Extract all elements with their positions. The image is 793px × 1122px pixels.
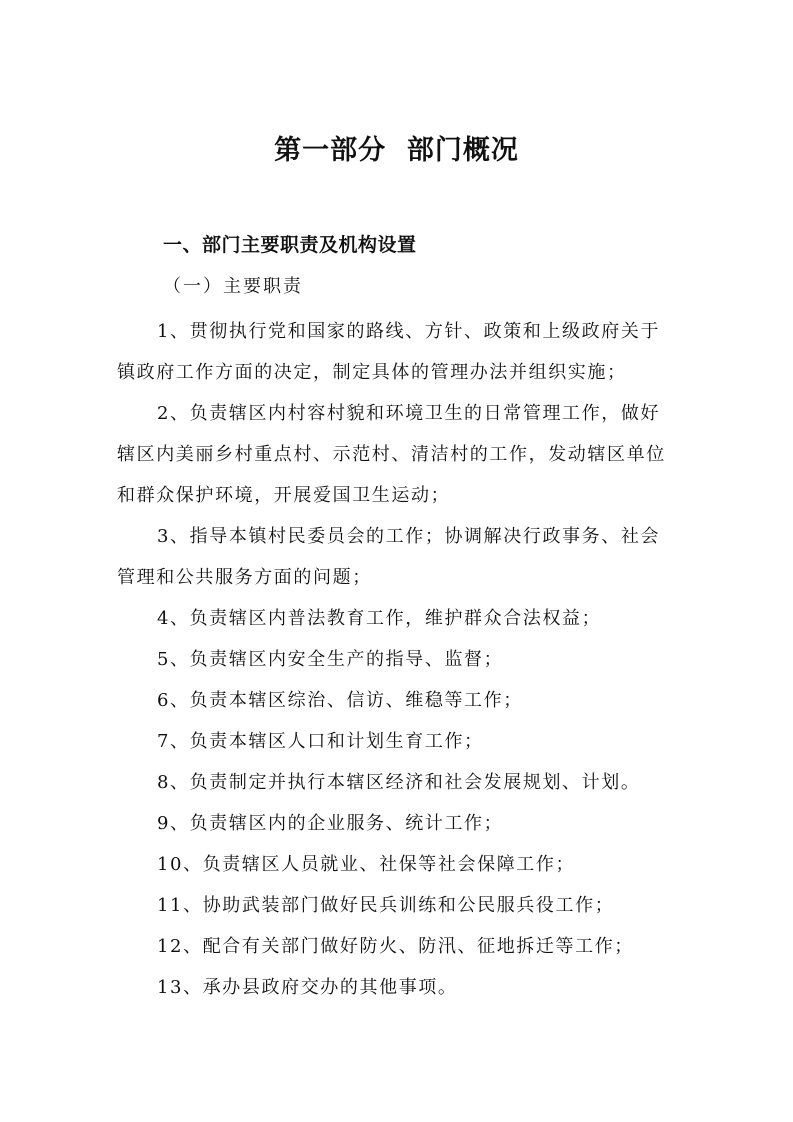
duty-item-7: 7、负责本辖区人口和计划生育工作； [157,731,484,752]
page-title: 第一部分 部门概况 [274,135,519,167]
duty-item-3: 3、指导本镇村民委员会的工作；协调解决行政事务、社会管理和公共服务方面的问题； [117,526,661,588]
duty-item-5: 5、负责辖区内安全生产的指导、监督； [157,649,504,670]
duty-item-1: 1、贯彻执行党和国家的路线、方针、政策和上级政府关于镇政府工作方面的决定，制定具体的管理办法并组织实施； [117,321,661,383]
duty-item-10: 10、负责辖区人员就业、社保等社会保障工作； [157,854,576,875]
duty-item-9: 9、负责辖区内的企业服务、统计工作； [157,813,504,834]
subsection-heading: （一）主要职责 [163,276,303,297]
duty-item-4: 4、负责辖区内普法教育工作，维护群众合法权益； [157,608,602,629]
duty-item-12: 12、配合有关部门做好防火、防汛、征地拆迁等工作； [157,936,634,957]
section-heading: 一、部门主要职责及机构设置 [163,234,417,256]
duty-item-11: 11、协助武装部门做好民兵训练和公民服兵役工作； [157,895,615,916]
duty-item-13: 13、承办县政府交办的其他事项。 [157,977,458,998]
duty-item-8: 8、负责制定并执行本辖区经济和社会发展规划、计划。 [157,772,641,793]
duty-item-6: 6、负责本辖区综治、信访、维稳等工作； [157,690,523,711]
duty-list [117,311,673,1008]
duty-item-2: 2、负责辖区内村容村貌和环境卫生的日常管理工作，做好辖区内美丽乡村重点村、示范村、清洁村的工作，发动辖区单位和群众保护环境，开展爱国卫生运动； [117,403,666,506]
